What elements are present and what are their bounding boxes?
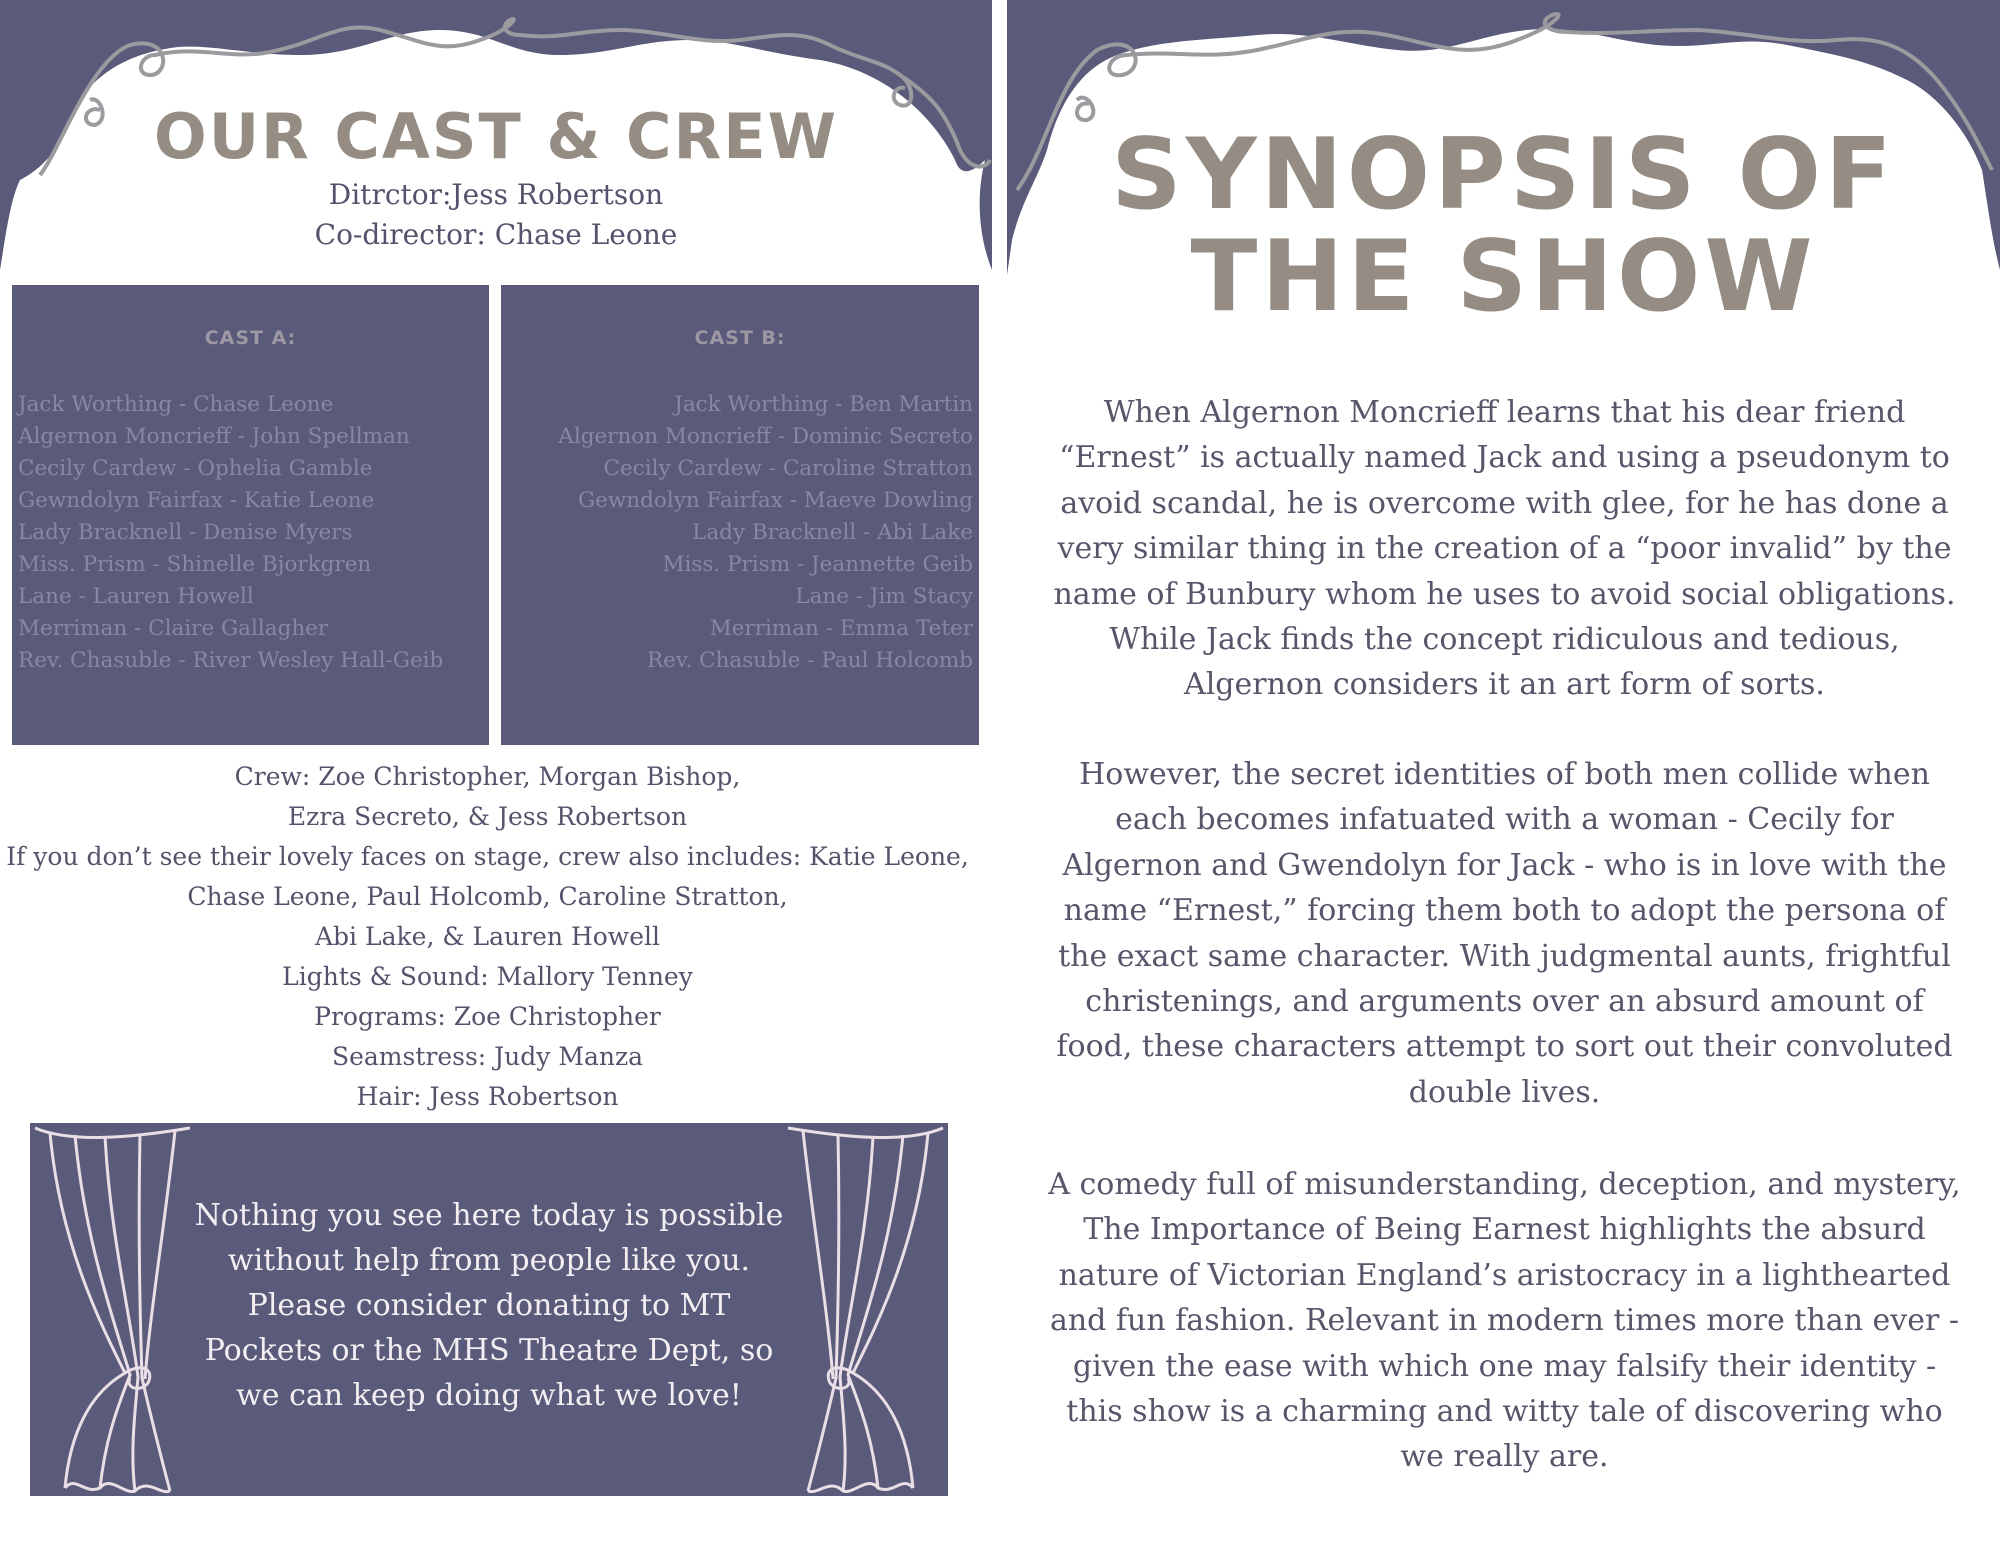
donation-box	[30, 1123, 948, 1496]
cast-a-role: Rev. Chasuble - River Wesley Hall-Geib	[18, 648, 444, 673]
crew-list	[0, 757, 975, 1117]
cast-a-role: Cecily Cardew - Ophelia Gamble	[18, 456, 373, 481]
cast-b-role: Lane - Jim Stacy	[795, 584, 973, 609]
synopsis-paragraph-1: When Algernon Moncrieff learns that his dear friend “Ernest” is actually named Jack and using a pseudonym to avoid scandal, he is overcome with glee, for he has done a very similar thing in the creation of a “poor invalid” by the name of Bunbury whom he uses to avoid social obligations. While Jack finds the concept ridiculous and tedious, Algernon considers it an art form of sorts.	[1053, 395, 1956, 703]
crew-line: Lights & Sound: Mallory Tenney	[282, 962, 693, 991]
cast-b-role: Cecily Cardew - Caroline Stratton	[603, 456, 973, 481]
cast-a-role: Jack Worthing - Chase Leone	[18, 392, 334, 417]
cast-b-role: Gewndolyn Fairfax - Maeve Dowling	[577, 488, 973, 513]
synopsis-paragraph-2: However, the secret identities of both men collide when each becomes infatuated with a woman - Cecily for Algernon and Gwendolyn for Jack - who is in love with the name “Ernest,” forcing them both to adopt the persona of the exact same character. With judgmental aunts, frightful christenings, and arguments over an absurd amount of food, these characters attempt to sort out their convoluted double lives.	[1056, 757, 1953, 1110]
cast-b-role: Algernon Moncrieff - Dominic Secreto	[558, 424, 973, 449]
director-line: Ditrctor:Jess Robertson	[328, 178, 664, 211]
co-director-line: Co-director: Chase Leone	[314, 218, 678, 251]
page-divider	[992, 0, 1007, 1545]
cast-b-role: Miss. Prism - Jeannette Geib	[662, 552, 973, 577]
cast-b-box	[501, 285, 979, 745]
cast-a-box	[12, 285, 489, 745]
synopsis-title-line2: THE SHOW	[1190, 220, 1817, 334]
synopsis-page	[1007, 0, 2000, 1545]
donation-message: Nothing you see here today is possible without help from people like you. Please consider donating to MT Pockets or the MHS Theatre Dept, so we can keep doing what we love!	[194, 1198, 784, 1413]
cast-a-role: Lady Bracknell - Denise Myers	[18, 520, 353, 545]
crew-line: Programs: Zoe Christopher	[314, 1002, 661, 1031]
cast-b-role: Lady Bracknell - Abi Lake	[692, 520, 973, 545]
cast-a-list	[18, 389, 443, 677]
crew-line: Hair: Jess Robertson	[356, 1082, 619, 1111]
synopsis-title-line1: SYNOPSIS OF	[1111, 118, 1896, 232]
cast-b-role: Rev. Chasuble - Paul Holcomb	[646, 648, 973, 673]
cast-a-title: CAST A:	[204, 327, 297, 349]
cast-b-title: CAST B:	[694, 327, 786, 349]
crew-line: Abi Lake, & Lauren Howell	[315, 922, 660, 951]
cast-crew-page	[0, 0, 992, 1545]
crew-line: Crew: Zoe Christopher, Morgan Bishop,	[234, 762, 741, 791]
cast-b-list	[558, 389, 973, 677]
crew-line: If you don’t see their lovely faces on stage, crew also includes: Katie Leone,	[6, 842, 969, 871]
crew-line: Chase Leone, Paul Holcomb, Caroline Stratton,	[187, 882, 788, 911]
crew-line: Ezra Secreto, & Jess Robertson	[287, 802, 688, 831]
cast-b-role: Merriman - Emma Teter	[709, 616, 973, 641]
crew-line: Seamstress: Judy Manza	[331, 1042, 644, 1071]
cast-a-role: Lane - Lauren Howell	[18, 584, 254, 609]
cast-a-role: Gewndolyn Fairfax - Katie Leone	[18, 488, 375, 513]
cast-a-role: Miss. Prism - Shinelle Bjorkgren	[18, 552, 372, 577]
cast-b-role: Jack Worthing - Ben Martin	[674, 392, 973, 417]
cast-crew-title: OUR CAST & CREW	[153, 100, 839, 173]
cast-a-role: Merriman - Claire Gallagher	[18, 616, 329, 641]
cast-a-role: Algernon Moncrieff - John Spellman	[18, 424, 410, 449]
synopsis-paragraph-3: A comedy full of misunderstanding, deception, and mystery, The Importance of Being Earnest highlights the absurd nature of Victorian England’s aristocracy in a lighthearted and fun fashion. Relevant in modern times more than ever - given the ease with which one may falsify their identity - this show is a charming and witty tale of discovering who we really are.	[1048, 1167, 1961, 1475]
